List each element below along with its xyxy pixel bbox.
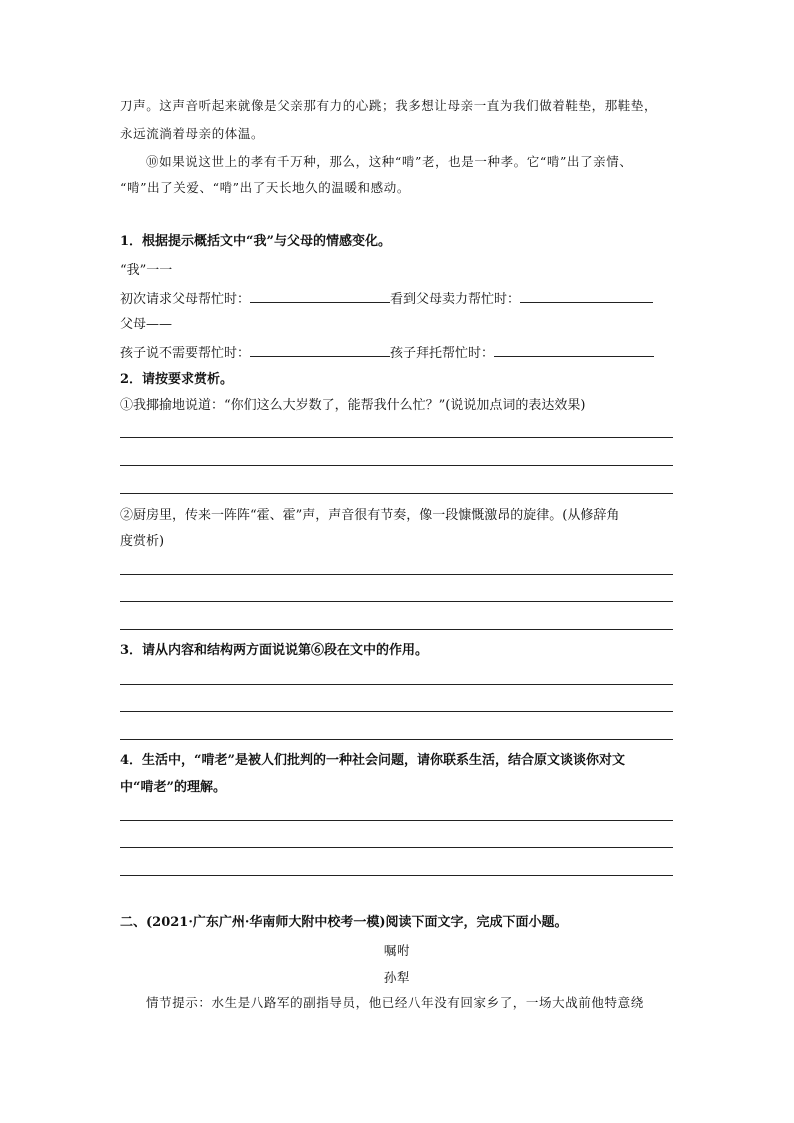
answer-line[interactable] — [120, 493, 673, 494]
q1-me-first-blank[interactable] — [250, 288, 390, 303]
question-2-title: 2．请按要求赏析。 — [120, 372, 234, 387]
q1-parents-row — [120, 342, 654, 364]
passage-line: 永远流淌着母亲的体温。 — [120, 126, 265, 141]
q1-parents-second-label: 孩子拜托帮忙时： — [390, 346, 495, 361]
story-author: 孙犁 — [383, 970, 411, 985]
answer-line[interactable] — [120, 739, 673, 740]
question-4-title: 4．生活中，“啃老”是被人们批判的一种社会问题，请你联系生活，结合原文谈谈你对文 — [120, 753, 626, 768]
question-4-title-cont: 中“啃老”的理解。 — [120, 780, 226, 795]
answer-line[interactable] — [120, 437, 673, 438]
answer-line[interactable] — [120, 601, 673, 602]
answer-line[interactable] — [120, 820, 673, 821]
q1-me-row — [120, 288, 653, 310]
q1-label-me: “我”一一 — [120, 263, 173, 278]
question-2-item-1: ①我揶揄地说道：“你们这么大岁数了，能帮我什么忙？”(说说加点词的表达效果) — [120, 398, 586, 413]
passage-line: ⑩如果说这世上的孝有千万种，那么，这种“啃”老，也是一种孝。它“啃”出了亲情、 — [146, 154, 633, 169]
q1-me-first-label: 初次请求父母帮忙时： — [120, 292, 251, 307]
answer-line[interactable] — [120, 875, 673, 876]
answer-line[interactable] — [120, 847, 673, 848]
q1-me-second-label: 看到父母卖力帮忙时： — [390, 292, 521, 307]
answer-line[interactable] — [120, 574, 673, 575]
q1-parents-second-blank[interactable] — [494, 342, 654, 357]
answer-line[interactable] — [120, 465, 673, 466]
q1-parents-first-label: 孩子说不需要帮忙时： — [120, 346, 251, 361]
q1-me-second-blank[interactable] — [520, 288, 653, 303]
q1-label-parents: 父母—— — [120, 317, 173, 332]
question-1-title: 1．根据提示概括文中“我”与父母的情感变化。 — [120, 234, 392, 249]
q1-parents-first-blank[interactable] — [250, 342, 390, 357]
passage-line: 刀声。这声音听起来就像是父亲那有力的心跳；我多想让母亲一直为我们做着鞋垫，那鞋垫， — [120, 98, 658, 113]
story-intro: 情节提示：水生是八路军的副指导员，他已经八年没有回家乡了，一场大战前他特意绕 — [146, 995, 644, 1010]
story-title: 嘱咐 — [383, 943, 411, 958]
question-3-title: 3．请从内容和结构两方面说说第⑥段在文中的作用。 — [120, 643, 429, 658]
section-2-heading: 二、(2021·广东广州·华南师大附中校考一模)阅读下面文字，完成下面小题。 — [120, 915, 568, 930]
question-2-item-2-cont: 度赏析) — [120, 534, 165, 549]
answer-line[interactable] — [120, 684, 673, 685]
answer-line[interactable] — [120, 711, 673, 712]
question-2-item-2: ②厨房里，传来一阵阵“霍、霍”声，声音很有节奏，像一段慷慨激昂的旋律。(从修辞角 — [120, 508, 620, 523]
answer-line[interactable] — [120, 629, 673, 630]
passage-line: “啃”出了关爱、“啃”出了天长地久的温暖和感动。 — [120, 180, 410, 195]
